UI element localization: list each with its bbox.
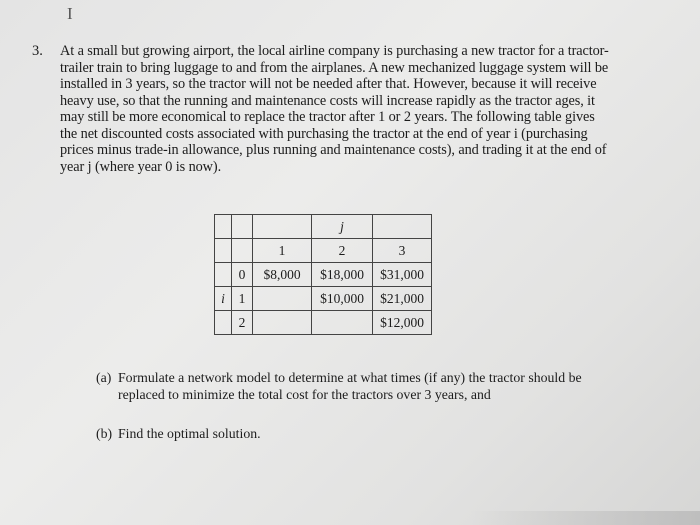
table-cell [253, 311, 312, 335]
table-cell: $12,000 [373, 311, 432, 335]
problem-line: prices minus trade-in allowance, plus running and maintenance costs), and trading it at the end of [60, 142, 607, 158]
screen-corner-shadow [470, 511, 700, 525]
text-cursor-icon: I [67, 4, 73, 23]
table-row [215, 263, 432, 287]
table-row [215, 311, 432, 335]
table-cell [253, 287, 312, 311]
problem-line: installed in 3 years, so the tractor will not be needed after that. However, because it will receive [60, 76, 597, 92]
row-header: 2 [232, 311, 253, 335]
table-row [215, 287, 432, 311]
table-cell: $10,000 [312, 287, 373, 311]
table-cell: $8,000 [253, 263, 312, 287]
cost-table [214, 214, 432, 335]
cost-table-wrapper [214, 214, 432, 335]
table-row [215, 239, 432, 263]
part-a-label: (a) [96, 370, 112, 385]
part-a-text: Formulate a network model to determine at what times (if any) the tractor should be [118, 370, 582, 385]
column-header: 2 [312, 239, 373, 263]
problem-line: trailer train to bring luggage to and from the airplanes. A new mechanized luggage system will be [60, 59, 609, 76]
table-row [215, 215, 432, 239]
row-header: 0 [232, 263, 253, 287]
problem-number: 3. [32, 43, 43, 59]
table-cell: $31,000 [373, 263, 432, 287]
problem-line: the net discounted costs associated with purchasing the tractor at the end of year i (purchasing [60, 125, 588, 142]
part-b [96, 426, 261, 443]
part-a-text-continued: replaced to minimize the total cost for the tractors over 3 years, and [118, 386, 491, 402]
problem-statement [60, 43, 678, 175]
table-cell [312, 311, 373, 335]
part-b-text: Find the optimal solution. [118, 426, 261, 441]
table-cell: $21,000 [373, 287, 432, 311]
part-a [96, 370, 686, 403]
problem-line: year j (where year 0 is now). [60, 158, 222, 175]
row-variable-label: i [215, 287, 232, 311]
problem-line: may still be more economical to replace the tractor after 1 or 2 years. The following table gives [60, 109, 595, 125]
problem-line: heavy use, so that the running and maintenance costs will increase rapidly as the tractor ages, it [60, 92, 595, 109]
column-variable-label: j [312, 215, 373, 239]
column-header: 3 [373, 239, 432, 263]
part-b-label: (b) [96, 426, 113, 441]
table-cell: $18,000 [312, 263, 373, 287]
column-header: 1 [253, 239, 312, 263]
problem-line: At a small but growing airport, the local airline company is purchasing a new tractor for a tractor- [60, 43, 609, 59]
row-header: 1 [232, 287, 253, 311]
